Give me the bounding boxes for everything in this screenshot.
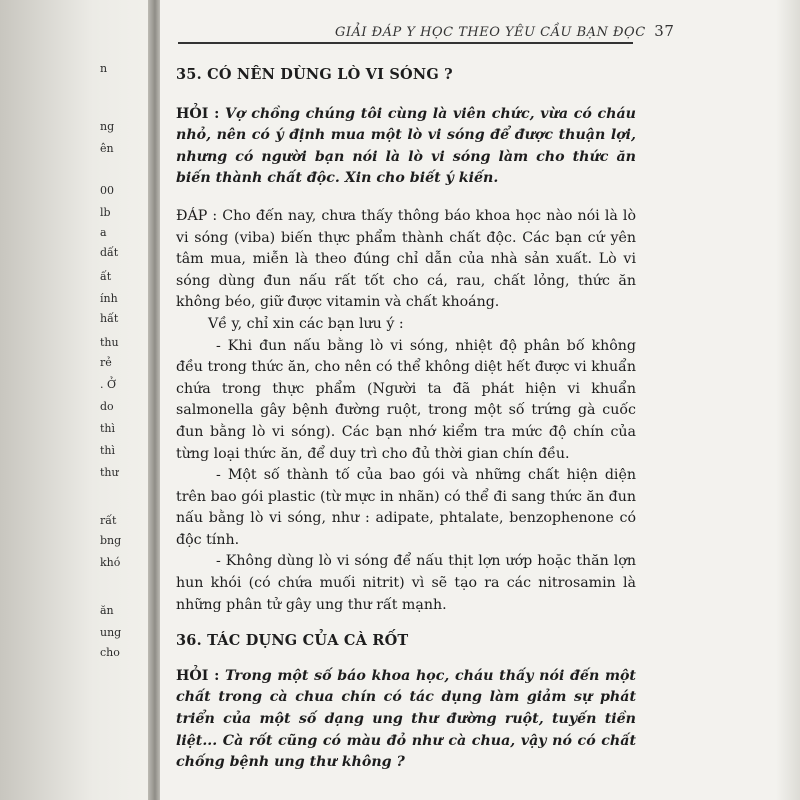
running-title: GIẢI ĐÁP Y HỌC THEO YÊU CẦU BẠN ĐỌC: [335, 25, 646, 40]
left-page-fragment: thì: [100, 444, 116, 457]
left-page-fragment: ung: [100, 626, 122, 639]
header-rule: [178, 42, 633, 44]
question-label: HỎI :: [176, 667, 220, 684]
page-content: [176, 62, 636, 790]
question-text: Vợ chồng chúng tôi cùng là viên chức, vừa có cháu nhỏ, nên có ý định mua một lò vi sóng để được thuận lợi, nhưng có người bạn nói là lò vi sóng làm cho thức ăn biến thành chất độc. Xin cho biết ý kiến.: [176, 105, 636, 187]
page-edge-shadow: [776, 0, 800, 800]
left-page-fragment: lb: [100, 206, 111, 219]
left-page-fragment: dất: [100, 246, 119, 259]
left-page-fragment: ất: [100, 270, 112, 283]
left-page-fragment: thu: [100, 336, 119, 349]
left-page-fragment: thì: [100, 422, 116, 435]
question-label: HỎI :: [176, 105, 220, 122]
section-35-question: [176, 104, 636, 190]
left-page-fragment: ên: [100, 142, 114, 155]
question-text: Trong một số báo khoa học, cháu thấy nói đến một chất trong cà chua chín có tác dụng làm giảm sự phát triển của một số dạng ung thư đường ruột, tuyến tiền liệt... Cà rốt cũng có màu đỏ như cà chua, vậy nó có chất chống bệnh ung thư không ?: [176, 667, 636, 771]
left-page-fragment: rất: [100, 514, 117, 527]
left-page-fragment: hất: [100, 312, 119, 325]
answer-label: ĐÁP :: [176, 207, 218, 224]
section-35-answer: [176, 206, 636, 314]
left-page-fragment: ính: [100, 292, 118, 305]
section-35-title: 35. CÓ NÊN DÙNG LÒ VI SÓNG ?: [176, 66, 453, 83]
left-page-fragment: thư: [100, 466, 119, 479]
note-point: - Không dùng lò vi sóng để nấu thịt lợn ướp hoặc thăn lợn hun khói (có chứa muối nitrit) vì sẽ tạo ra các nitrosamin là những phân tử gây ung thư rất mạnh.: [176, 553, 636, 613]
left-page-fragment: . Ở: [100, 378, 117, 391]
note-point: - Khi đun nấu bằng lò vi sóng, nhiệt độ phân bố không đều trong thức ăn, cho nên có thể không diệt hết được vi khuẩn chứa trong thực phẩm (Người ta đã phát hiện vi khuẩn salmonella gây bệnh đường ruột, trong một số trứng gà cuốc đun bằng lò vi sóng). Các bạn nhớ kiểm tra mức độ chín của từng loại thức ăn, để duy trì cho đủ thời gian chín đều.: [176, 337, 636, 462]
left-page-fragment: a: [100, 226, 107, 239]
left-page-fragment: khó: [100, 556, 121, 569]
left-page-fragment: do: [100, 400, 114, 413]
section-36-title: 36. TÁC DỤNG CỦA CÀ RỐT: [176, 632, 409, 650]
left-page-fragment: 00: [100, 184, 114, 197]
note-intro: Về y, chỉ xin các bạn lưu ý :: [208, 315, 404, 332]
left-page-fragment: ng: [100, 120, 115, 133]
section-36-question: [176, 666, 636, 774]
left-page-fragment: n: [100, 62, 108, 75]
left-page-fragment: bng: [100, 534, 122, 547]
left-page-fragment: cho: [100, 646, 120, 659]
answer-text: Cho đến nay, chưa thấy thông báo khoa học nào nói là lò vi sóng (viba) biến thực phẩm thành chất độc. Các bạn cứ yên tâm mua, miễn là theo đúng chỉ dẫn của nhà sản xuất. Lò vi sóng dùng đun nấu rất tốt cho cá, rau, chất lỏng, thức ăn không béo, giữ được vitamin và chất khoáng.: [176, 207, 637, 311]
note-point: - Một số thành tố của bao gói và những chất hiện diện trên bao gói plastic (từ mực in nhãn) có thể đi sang thức ăn đun nấu bằng lò vi sóng, như : adipate, phtalate, benzophenone có độc tính.: [176, 467, 636, 548]
page-number: 37: [654, 22, 675, 40]
left-page-fragment: rẻ: [100, 356, 112, 369]
left-page-fragment: ăn: [100, 604, 114, 617]
left-page: [0, 0, 155, 800]
running-header: [335, 22, 675, 40]
